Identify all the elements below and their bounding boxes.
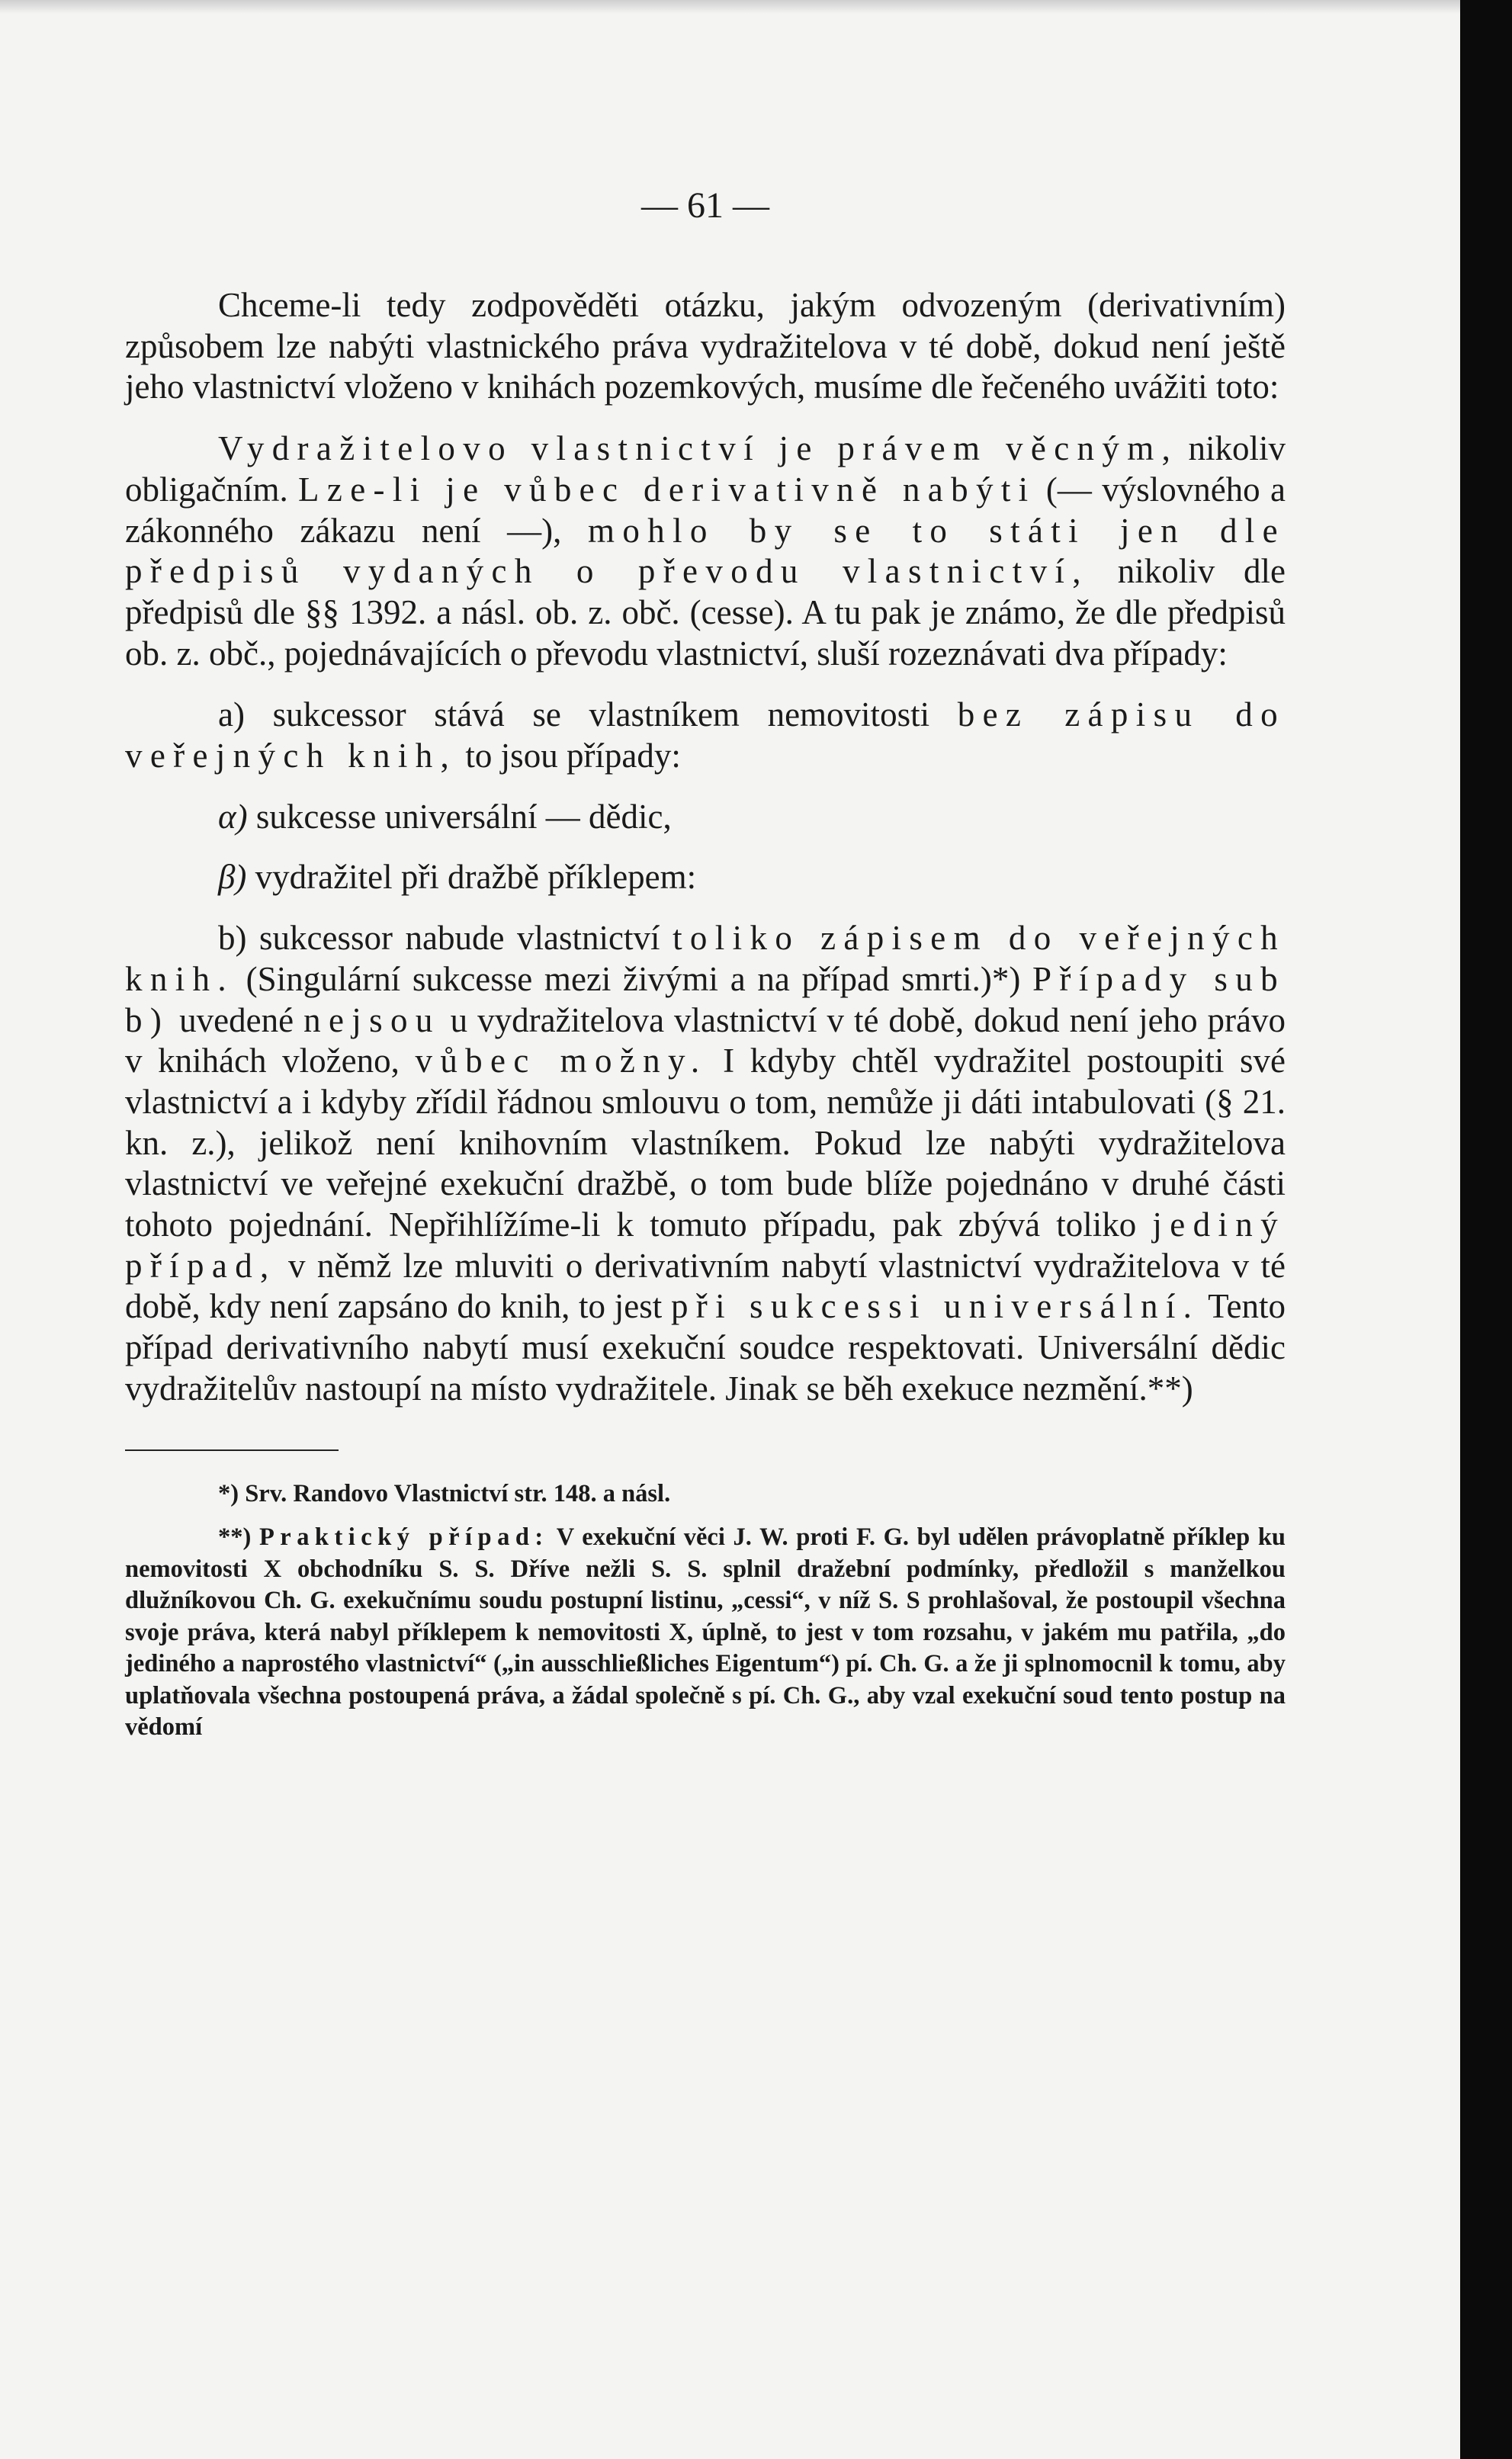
spaced-emphasis: nejsou bbox=[303, 1000, 441, 1039]
scan-dark-edge bbox=[1460, 0, 1512, 2459]
spaced-emphasis: Vydražitelovo vlastnictví je právem věcným, bbox=[218, 429, 1179, 468]
list-label: α) bbox=[218, 797, 248, 836]
list-item-beta bbox=[125, 857, 1286, 898]
spaced-emphasis: při sukcessi universální. bbox=[670, 1287, 1200, 1326]
text-run: nikoliv dle předpisů dle §§ 1392. a násl. ob. z. obč. (cesse). A tu pak je známo, že dle předpisů ob. z. obč., pojednávajících o převodu vlastnictví, sluší rozeznávati dva případy: bbox=[125, 552, 1286, 673]
spaced-emphasis: bez zápisu do veřejných knih, bbox=[125, 695, 1286, 775]
text-run: Tento případ derivativního nabytí musí exekuční soudce respektovati. Universální dědic vydražitelův nastoupí na místo vydražitele. Jinak se běh exekuce nezmění.**) bbox=[125, 1287, 1286, 1408]
footnote-1: *) Srv. Randovo Vlastnictví str. 148. a násl. bbox=[218, 1479, 671, 1507]
text-run: b) sukcessor nabude vlastnictví bbox=[218, 919, 673, 958]
text-run: sukcesse universální — dědic, bbox=[247, 797, 672, 836]
list-item-alpha bbox=[125, 797, 1286, 838]
text-run: nikoliv obligačním. bbox=[125, 429, 1286, 509]
text-run: I kdyby chtěl vydražitel postoupiti své vlastnictví a i kdyby zřídil řádnou smlouvu o tom, nemůže ji dáti intabulovati (§ 21. kn. z.), jelikož není knihovním vlastníkem. Pokud lze nabýti vydražitelova vlastnictví ve veřejné exekuční dražbě, o tom bude blíže pojednáno v druhé části tohoto pojednání. Nepřihlížíme-li k tomuto případu, pak zbývá toliko bbox=[125, 1042, 1286, 1244]
spaced-emphasis: Případy sub b) bbox=[125, 959, 1286, 1039]
text-run: a) sukcessor stává se vlastníkem nemovitosti bbox=[218, 695, 958, 734]
list-item-b bbox=[125, 918, 1286, 1409]
footnote-divider bbox=[125, 1449, 339, 1451]
page-number: — 61 — bbox=[641, 185, 769, 226]
footnote-mark: **) bbox=[218, 1523, 259, 1552]
spaced-emphasis: mohlo by se to státi jen dle předpisů vydaných o převodu vlastnictví, bbox=[125, 511, 1286, 591]
page-top-shadow bbox=[0, 0, 1460, 14]
text-run: (Singulární sukcesse mezi živými a na případ smrti.)*) bbox=[234, 959, 1032, 998]
text-run: uvedené bbox=[169, 1000, 304, 1039]
footnotes bbox=[125, 1478, 1286, 1744]
text-run: vydražitel při dražbě příklepem: bbox=[246, 858, 697, 897]
spaced-emphasis: Lze-li je vůbec derivativně nabýti bbox=[298, 470, 1036, 509]
spaced-emphasis: toliko zápisem do veřejných knih. bbox=[125, 919, 1286, 998]
text-run: u vydražitelova vlastnictví v té době, dokud není jeho právo v knihách vloženo, bbox=[125, 1000, 1286, 1080]
page-content bbox=[125, 183, 1286, 1744]
paragraph-intro: Chceme-li tedy zodpověděti otázku, jakým odvozeným (derivativním) způsobem lze nabýti vlastnického práva vydražitelova v té době, dokud není ještě jeho vlastnictví vloženo v knihách pozemkových, musíme dle řečeného uvážiti toto: bbox=[125, 286, 1286, 406]
footnote-2 bbox=[125, 1522, 1286, 1744]
list-label: β) bbox=[218, 858, 247, 897]
paragraph-thesis bbox=[125, 429, 1286, 674]
text-run: V exekuční věci J. W. proti F. G. byl udělen právoplatně příklep ku nemovitosti X obchodníku S. S. Dříve nežli S. S. splnil dražební podmínky, předložil s manželkou dlužníkovou Ch. G. exekučnímu soudu postupní listinu, „cessi“, v níž S. S prohlašoval, že postoupil všechna svoje práva, která nabyl příklepem k nemovitosti X, úplně, to jest v tom rozsahu, v jakém mu patřila, „do jediného a naprostého vlastnictví“ („in ausschließliches Eigentum“) pí. Ch. G. a že ji splnomocnil k tomu, aby uplatňovala všechna postoupená práva, a žádal společně s pí. Ch. G., aby vzal exekuční soud tento postup na vědomí bbox=[125, 1523, 1286, 1742]
list-item-a bbox=[125, 695, 1286, 776]
text-run: v němž lze mluviti o derivativním nabytí vlastnictví vydražitelova v té době, kdy není zapsáno do knih, to jest bbox=[125, 1246, 1286, 1326]
text-run: (— výslovného a zákonného zákazu není —), bbox=[125, 470, 1286, 550]
spaced-emphasis: vůbec možny. bbox=[415, 1042, 708, 1080]
text-run: to jsou případy: bbox=[457, 737, 681, 775]
spaced-emphasis: Praktický případ: bbox=[258, 1523, 549, 1552]
spaced-emphasis: jediný případ, bbox=[125, 1205, 1286, 1285]
